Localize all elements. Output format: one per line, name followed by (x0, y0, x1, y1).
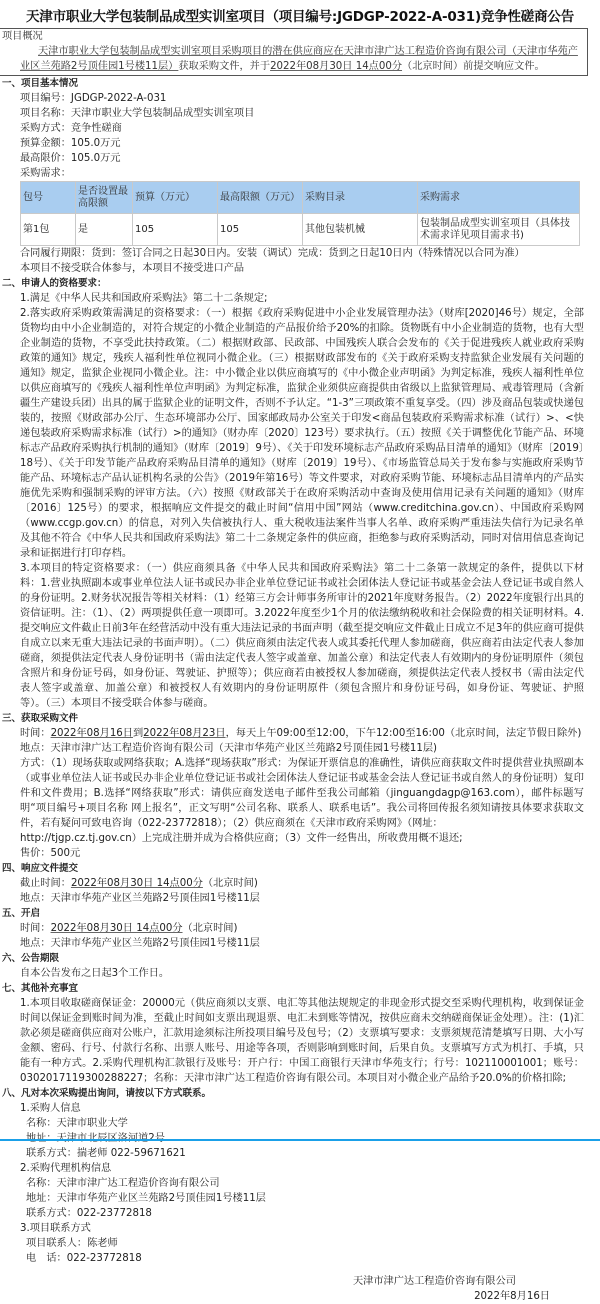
qualification-1: 1.满足《中华人民共和国政府采购法》第二十二条规定; (20, 293, 268, 304)
announcement-period-text: 自本公告发布之日起3个工作日。 (20, 968, 170, 979)
budget-amount: 预算金额：105.0万元 (20, 138, 121, 149)
qualification-3: 3.本项目的特定资格要求：（一）供应商须具备《中华人民共和国政府采购法》第二十二条第一款规定的条件，提供以下材料：1.营业执照副本或事业单位法人证书或民办非企业单位登记证书或社会团体法人登记证书或基金会法人登记证书或自然人的身份证明。2.财务状况报告等相关材料：（1）经第三方会计师事务所审计的2021年度财务报告。（2）2022年度银行出具的资信证明。注：（1）、（2）两项提供任意一项即可。3.2022年度至少1个月的依法缴纳税收和社会保险费的相关证明材料。4.提交响应文件截止日前3年在经营活动中没有重大违法记录的书面声明（截至提交响应文件截止日成立不足3年的供应商可提供自成立以来无重大违法记录的书面声明）。（二）供应商须由法定代表人或其委托代理人参加磋商，供应商若由法定代表人参加磋商，须提供法定代表人身份证明书（需由法定代表人签字或盖章、加盖公章）和法定代表人有效期内的身份证明原件（须包含照片和身份证号码，如身份证、驾驶证、护照等）；供应商若由被授权人参加磋商，须提供法定代表人授权书（需由法定代表人签字或盖章、加盖公章）和被授权人有效期内的身份证明原件（须包含照片和身份证号码，如身份证、驾驶证、护照等）。（三）本项目不接受联合体参与磋商。 (20, 563, 584, 709)
col-header: 采购目录 (303, 182, 418, 214)
table-cell: 其他包装机械 (303, 214, 418, 246)
document-price: 售价：500元 (20, 848, 81, 859)
purchaser-contact: 联系方式：揣老师 022-59671621 (26, 1148, 186, 1159)
section-submission (0, 861, 600, 906)
requirements-table (20, 181, 580, 246)
section-heading: 四、响应文件提交 (2, 863, 79, 874)
obtain-place: 地点：天津市津广达工程造价咨询有限公司（天津市华苑产业区兰苑路2号顶佳园1号楼11层) (20, 743, 438, 754)
section-heading: 五、开启 (2, 908, 41, 919)
project-number: 项目编号：JGDGP-2022-A-031 (20, 93, 167, 104)
procurement-demand-label: 采购需求： (20, 168, 71, 179)
section-contact (0, 1086, 600, 1266)
opening-place: 地点：天津市华苑产业区兰苑路2号顶佳园1号楼11层 (20, 938, 260, 949)
table-cell: 是 (76, 214, 133, 246)
section-obtain-documents (0, 711, 600, 861)
col-header: 预算（万元） (133, 182, 218, 214)
col-header: 包号 (21, 182, 76, 214)
section-qualifications (0, 276, 600, 711)
submission-deadline: 截止时间：2022年08月30日 14点00分（北京时间) (20, 878, 258, 889)
table-cell: 包装制品成型实训室项目（具体技术需求详见项目需求书) (418, 214, 580, 246)
purchaser-name: 名称：天津市职业大学 (26, 1118, 128, 1129)
section-basic-info (0, 76, 600, 276)
other-matters-text: 1.本项目收取磋商保证金：20000元（供应商须以支票、电汇等其他法规规定的非现金形式提交至采购代理机构，收到保证金时间以保证金到账时间为准，至截止时间如支票出现退票、电汇未到账等情况，按供应商未交纳磋商保证金处理）。注：(1)汇款必须是磋商供应商对公账户，汇款用途须标注所投项目编号及包号；（2）支票填写要求：支票须规范清楚填写日期、大小写金额、密码、行号、付款行名称、出票人账号、用途等各项，否则影响到账时间，后果自负。支票填写方式为机打、手填，只能有一种方式。2.采购代理机构汇款银行及账号：开户行：中国工商银行天津市华苑支行；行号：102110001001；账号：0302017119300288227；名称：天津市津广达工程造价咨询有限公司。本项目对小微企业产品给予20.0%的价格扣除; (20, 998, 584, 1084)
obtain-time: 时间：2022年08月16日到2022年08月23日，每天上午09:00至12:00，下午12:00至16:00（北京时间，法定节假日除外) (20, 728, 582, 739)
agency-contact: 联系方式：022-23772818 (26, 1208, 152, 1219)
procurement-method: 采购方式：竞争性磋商 (20, 123, 122, 134)
submission-place: 地点：天津市华苑产业区兰苑路2号顶佳园1号楼11层 (20, 893, 260, 904)
project-contact-person: 项目联系人：陈老师 (26, 1238, 118, 1249)
table-row (21, 214, 580, 246)
purchaser-title: 1.采购人信息 (20, 1103, 81, 1114)
section-heading: 八、凡对本次采购提出询问，请按以下方式联系。 (2, 1088, 212, 1099)
table-cell: 105 (218, 214, 303, 246)
qualification-2: 2.落实政府采购政策需满足的资格要求：（一）根据《政府采购促进中小企业发展管理办法》（财库[2020]46号）规定，全部货物均由中小企业制造的，对符合规定的小微企业制造的产品报价给予20%的扣除。货物既有中小企业制造的货物，也有大型企业制造的货物，不享受此扶持政策。（二）根据财政部、民政部、中国残疾人联合会发布的《关于促进残疾人就业政府采购政策的通知》规定，残疾人福利性单位视同小微企业。（三）根据财政部发布的《关于政府采购支持监狱企业发展有关问题的通知》规定，监狱企业视同小微企业。注：中小微企业以供应商填写的《中小微企业声明函》为判定标准，残疾人福利性单位以供应商填写的《残疾人福利性单位声明函》为判定标准，监狱企业须供应商提供由省级以上监狱管理局、戒毒管理局（含新疆生产建设兵团）出具的属于监狱企业的证明文件，否则不予认定。“1-3”三项政策不重复享受。（四）涉及商品包装或快递包装的，按照《财政部办公厅、生态环境部办公厅、国家邮政局办公室关于印发<商品包装政府采购需求标准（试行）>、<快递包装政府采购需求标准（试行）>的通知》（财办库〔2020〕123号）要求执行。（五）按照《关于调整优化节能产品、环境标志产品政府采购执行机制的通知》（财库〔2019〕9号）、《关于印发环境标志产品政府采购品目清单的通知》（财库〔2019〕18号）、《关于印发节能产品政府采购品目清单的通知》（财库〔2019〕19号）、《市场监管总局关于发布参与实施政府采购节能产品、环境标志产品认证机构名录的公告》（2019年第16号）等文件要求，对政府采购节能、环境标志品目清单内的产品实施优先采购和强制采购的评审方法。（六）按照《财政部关于在政府采购活动中查询及使用信用记录有关问题的通知》（财库〔2016〕125号）的要求，根据响应文件提交的截止时间“信用中国”网站（www.creditchina.gov.cn）、中国政府采购网（www.ccgp.gov.cn）的信息，对列入失信被执行人、重大税收违法案件当事人名单、政府采购严重违法失信行为记录名单及其他不符合《中华人民共和国政府采购法》第二十二条规定条件的供应商，拒绝参与政府采购活动，同时对信用信息查询记录和证据进行打印存档。 (20, 308, 584, 559)
section-heading: 二、申请人的资格要求： (2, 278, 107, 289)
bottom-divider (0, 1139, 600, 1141)
signature-org: 天津市津广达工程造价咨询有限公司 (353, 1276, 516, 1287)
project-name: 项目名称：天津市职业大学包装制品成型实训室项目 (20, 108, 255, 119)
section-heading: 一、项目基本情况 (2, 78, 79, 89)
agency-name: 名称：天津市津广达工程造价咨询有限公司 (26, 1178, 220, 1189)
contract-period: 合同履行期限：货到：签订合同之日起30日内。安装（调试）完成：货到之日起10日内（特殊情况以合同为准） (20, 248, 525, 259)
agency-address: 地址：天津市华苑产业区兰苑路2号顶佳园1号楼11层 (26, 1193, 266, 1204)
project-contact-title: 3.项目联系方式 (20, 1223, 91, 1234)
obtain-method: 方式：（1）现场获取或网络获取；A.选择“现场获取”形式：为保证开票信息的准确性，请供应商获取文件时提供营业执照副本（或事业单位法人证书或民办非企业单位登记证书或社会团体法人登记证书或基金会法人登记证书或自然人的身份证明）复印件和文件费用；B.选择“网络获取”形式：请供应商发送电子邮件至我公司邮箱（jinguangdagp@163.com），邮件标题写明“项目编号+项目名称 网上报名”，正文写明“公司名称、联系人、联系电话”。我公司将回传报名须知请按具体要求获取文件，若有疑问可致电咨询（022-23772818）；（2）供应商须在《天津市政府采购网》（网址： (20, 758, 584, 829)
opening-time: 时间：2022年08月30日 14点00分（北京时间) (20, 923, 238, 934)
agency-title: 2.采购代理机构信息 (20, 1163, 112, 1174)
section-heading: 六、公告期限 (2, 953, 60, 964)
section-opening (0, 906, 600, 951)
section-other-matters (0, 981, 600, 1086)
page-title: 天津市职业大学包装制品成型实训室项目（项目编号:JGDGP-2022-A-031)竞争性磋商公告 (25, 9, 575, 25)
overview-label: 项目概况 (2, 31, 43, 42)
col-header: 最高限额（万元） (218, 182, 303, 214)
section-announcement-period (0, 951, 600, 981)
table-header-row (21, 182, 580, 214)
max-price: 最高限价：105.0万元 (20, 153, 121, 164)
section-heading: 七、其他补充事宜 (2, 983, 79, 994)
project-contact-phone: 电 话：022-23772818 (26, 1253, 142, 1264)
project-overview-box (0, 28, 588, 76)
signature-date: 2022年8月16日 (474, 1291, 550, 1302)
table-cell: 第1包 (21, 214, 76, 246)
col-header: 采购需求 (418, 182, 580, 214)
overview-text: 天津市职业大学包装制品成型实训室项目采购项目的潜在供应商应在天津市津广达工程造价咨询有限公司（天津市华苑产业区兰苑路2号顶佳园1号楼11层）获取采购文件，并于2022年08月30日 14点00分（北京时间）前提交响应文件。 (20, 46, 578, 72)
section-heading: 三、获取采购文件 (2, 713, 79, 724)
consortium-note: 本项目不接受联合体参与，本项目不接受进口产品 (20, 263, 245, 274)
table-cell: 105 (133, 214, 218, 246)
col-header: 是否设置最高限额 (76, 182, 133, 214)
obtain-method-url: http://tjgp.cz.tj.gov.cn）上完成注册并成为合格供应商；（3）文件一经售出，所收费用概不退还; (20, 833, 463, 844)
